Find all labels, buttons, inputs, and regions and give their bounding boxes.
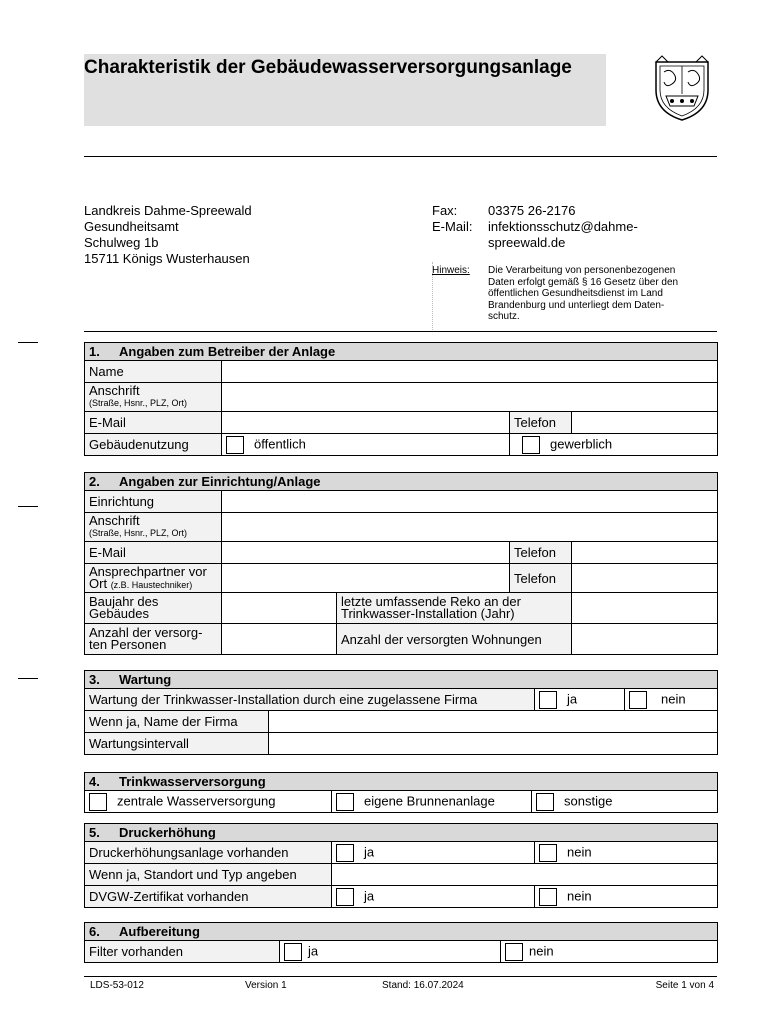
fold-mark bbox=[18, 342, 38, 343]
contact-phone-field[interactable] bbox=[572, 564, 718, 593]
location-type-label: Wenn ja, Standort und Typ angeben bbox=[85, 864, 332, 886]
phone-label: Telefon bbox=[510, 542, 572, 564]
section-header bbox=[85, 773, 718, 791]
dvgw-yes-cell bbox=[332, 886, 535, 908]
address-label bbox=[85, 383, 222, 412]
persons-field[interactable] bbox=[222, 624, 337, 655]
email-label: E-Mail bbox=[85, 412, 222, 434]
central-supply-checkbox[interactable] bbox=[89, 793, 107, 811]
apartments-field[interactable] bbox=[572, 624, 718, 655]
maintenance-label: Wartung der Trinkwasser-Installation durch eine zugelassene Firma bbox=[85, 689, 535, 711]
operator-address-field[interactable] bbox=[222, 383, 718, 412]
facility-field[interactable] bbox=[222, 491, 718, 513]
fold-mark bbox=[18, 678, 38, 679]
facility-address-field[interactable] bbox=[222, 513, 718, 542]
contact-person-label-sub: (z.B. Haustechniker) bbox=[110, 579, 193, 590]
section-title: Angaben zum Betreiber der Anlage bbox=[119, 344, 336, 359]
operator-email-field[interactable] bbox=[222, 412, 510, 434]
company-field[interactable] bbox=[269, 711, 718, 733]
email-value-line: spreewald.de bbox=[488, 235, 566, 250]
booster-no-checkbox[interactable] bbox=[539, 844, 557, 862]
maintenance-no-checkbox[interactable] bbox=[629, 691, 647, 709]
email-value bbox=[488, 219, 638, 251]
yes-label: ja bbox=[364, 843, 375, 859]
address-line: Schulweg 1b bbox=[84, 235, 159, 250]
no-label: nein bbox=[567, 843, 592, 859]
facility-email-field[interactable] bbox=[222, 542, 510, 564]
renovation-year-field[interactable] bbox=[572, 593, 718, 624]
no-label: nein bbox=[529, 942, 554, 958]
contact-person-field[interactable] bbox=[222, 564, 510, 593]
section-number: 1. bbox=[89, 344, 100, 359]
fax-value: 03375 26-2176 bbox=[488, 203, 576, 218]
commercial-option-label: gewerblich bbox=[550, 435, 613, 451]
build-year-label bbox=[85, 593, 222, 624]
coat-of-arms-icon bbox=[650, 54, 714, 122]
section-title: Aufbereitung bbox=[119, 924, 200, 939]
hint-label: Hinweis: bbox=[432, 265, 470, 276]
persons-label-text: ten Personen bbox=[89, 637, 167, 652]
address-label bbox=[85, 513, 222, 542]
persons-label-text: Anzahl der versorg- bbox=[89, 625, 203, 640]
facility-label: Einrichtung bbox=[85, 491, 222, 513]
usage-public-cell bbox=[222, 434, 510, 456]
other-label: sonstige bbox=[564, 792, 613, 808]
header-divider bbox=[84, 156, 717, 157]
other-checkbox[interactable] bbox=[536, 793, 554, 811]
section-title: Angaben zur Einrichtung/Anlage bbox=[119, 474, 321, 489]
well-cell bbox=[332, 791, 532, 813]
filter-label: Filter vorhanden bbox=[85, 941, 280, 963]
dvgw-label: DVGW-Zertifikat vorhanden bbox=[85, 886, 332, 908]
renovation-label-text: letzte umfassende Reko an der bbox=[341, 594, 521, 609]
build-year-label-text: Gebäudes bbox=[89, 606, 149, 621]
address-label-text: Anschrift bbox=[89, 513, 140, 528]
form-date: Stand: 16.07.2024 bbox=[382, 980, 464, 991]
phone-label: Telefon bbox=[510, 412, 572, 434]
location-type-field[interactable] bbox=[332, 864, 718, 886]
public-checkbox[interactable] bbox=[226, 436, 244, 454]
email-label: E-Mail bbox=[85, 542, 222, 564]
address-line: Landkreis Dahme-Spreewald bbox=[84, 203, 252, 218]
section-header bbox=[85, 473, 718, 491]
filter-yes-checkbox[interactable] bbox=[284, 943, 302, 961]
no-label: nein bbox=[567, 887, 592, 903]
persons-label bbox=[85, 624, 222, 655]
phone-label: Telefon bbox=[510, 564, 572, 593]
section-water-supply bbox=[84, 772, 718, 813]
maintenance-yes-cell bbox=[535, 689, 625, 711]
address-line: 15711 Königs Wusterhausen bbox=[84, 251, 250, 266]
section-number: 2. bbox=[89, 474, 100, 489]
email-label: E-Mail: bbox=[432, 219, 473, 234]
well-label: eigene Brunnenanlage bbox=[364, 792, 495, 808]
section-pressure-boost bbox=[84, 823, 718, 908]
filter-yes-cell bbox=[280, 941, 501, 963]
fold-mark bbox=[18, 506, 38, 507]
interval-field[interactable] bbox=[269, 733, 718, 755]
well-checkbox[interactable] bbox=[336, 793, 354, 811]
contact-person-label bbox=[85, 564, 222, 593]
address-divider bbox=[84, 331, 717, 332]
section-title: Druckerhöhung bbox=[119, 825, 216, 840]
usage-label: Gebäudenutzung bbox=[85, 434, 222, 456]
renovation-label-text: Trinkwasser-Installation (Jahr) bbox=[341, 606, 515, 621]
section-title: Wartung bbox=[119, 672, 172, 687]
renovation-label bbox=[337, 593, 572, 624]
section-maintenance bbox=[84, 670, 718, 755]
section-header bbox=[85, 343, 718, 361]
section-number: 6. bbox=[89, 924, 100, 939]
filter-no-cell bbox=[501, 941, 718, 963]
address-label-sub: (Straße, Hsnr., PLZ, Ort) bbox=[89, 528, 188, 538]
public-option-label: öffentlich bbox=[254, 435, 306, 451]
hint-line: Brandenburg und unterliegt dem Daten- bbox=[488, 299, 665, 311]
section-operator bbox=[84, 342, 718, 456]
contact-person-label-text: Ort bbox=[89, 575, 108, 591]
filter-no-checkbox[interactable] bbox=[505, 943, 523, 961]
page-title: Charakteristik der Gebäudewasserversorgungsanlage bbox=[84, 57, 572, 78]
dvgw-yes-checkbox[interactable] bbox=[336, 888, 354, 906]
booster-yes-checkbox[interactable] bbox=[336, 844, 354, 862]
dvgw-no-checkbox[interactable] bbox=[539, 888, 557, 906]
sender-address bbox=[84, 203, 252, 267]
email-value-line: infektionsschutz@dahme- bbox=[488, 219, 638, 234]
maintenance-yes-checkbox[interactable] bbox=[539, 691, 557, 709]
footer-divider bbox=[84, 976, 717, 977]
form-code: LDS-53-012 bbox=[90, 980, 144, 991]
commercial-checkbox[interactable] bbox=[522, 436, 540, 454]
operator-phone-field[interactable] bbox=[572, 412, 718, 434]
booster-yes-cell bbox=[332, 842, 535, 864]
section-title: Trinkwasserversorgung bbox=[119, 774, 266, 789]
yes-label: ja bbox=[308, 942, 319, 958]
facility-phone-field[interactable] bbox=[572, 542, 718, 564]
dvgw-no-cell bbox=[535, 886, 718, 908]
privacy-hint bbox=[488, 265, 718, 323]
no-label: nein bbox=[661, 690, 686, 706]
name-label: Name bbox=[85, 361, 222, 383]
section-facility bbox=[84, 472, 718, 655]
address-line: Gesundheitsamt bbox=[84, 219, 179, 234]
hint-line: öffentlichen Gesundheitsdienst im Land bbox=[488, 288, 663, 299]
section-number: 4. bbox=[89, 774, 100, 789]
booster-label: Druckerhöhungsanlage vorhanden bbox=[85, 842, 332, 864]
section-header bbox=[85, 824, 718, 842]
fax-label: Fax: bbox=[432, 203, 458, 218]
apartments-label: Anzahl der versorgten Wohnungen bbox=[337, 624, 572, 655]
interval-label: Wartungsintervall bbox=[85, 733, 269, 755]
yes-label: ja bbox=[364, 887, 375, 903]
address-label-text: Anschrift bbox=[89, 383, 140, 398]
build-year-label-text: Baujahr des bbox=[89, 594, 159, 609]
other-cell bbox=[532, 791, 718, 813]
hint-line: schutz. bbox=[488, 311, 520, 322]
section-header bbox=[85, 923, 718, 941]
address-label-sub: (Straße, Hsnr., PLZ, Ort) bbox=[89, 398, 188, 408]
section-number: 3. bbox=[89, 672, 100, 687]
form-version: Version 1 bbox=[245, 980, 287, 991]
contact-person-label-text: Ansprechpartner vor bbox=[89, 563, 207, 579]
page-number: Seite 1 von 4 bbox=[655, 980, 714, 991]
maintenance-no-cell bbox=[625, 689, 718, 711]
usage-commercial-cell bbox=[510, 434, 718, 456]
company-label: Wenn ja, Name der Firma bbox=[85, 711, 269, 733]
section-treatment bbox=[84, 922, 718, 963]
hint-line: Die Verarbeitung von personenbezogenen bbox=[488, 265, 676, 276]
hint-border bbox=[432, 262, 433, 330]
operator-name-field[interactable] bbox=[222, 361, 718, 383]
central-supply-cell bbox=[85, 791, 332, 813]
yes-label: ja bbox=[567, 690, 578, 706]
section-header bbox=[85, 671, 718, 689]
section-number: 5. bbox=[89, 825, 100, 840]
central-supply-label: zentrale Wasserversorgung bbox=[117, 792, 276, 808]
build-year-field[interactable] bbox=[222, 593, 337, 624]
hint-line: Daten erfolgt gemäß § 16 Gesetz über den bbox=[488, 276, 679, 288]
booster-no-cell bbox=[535, 842, 718, 864]
